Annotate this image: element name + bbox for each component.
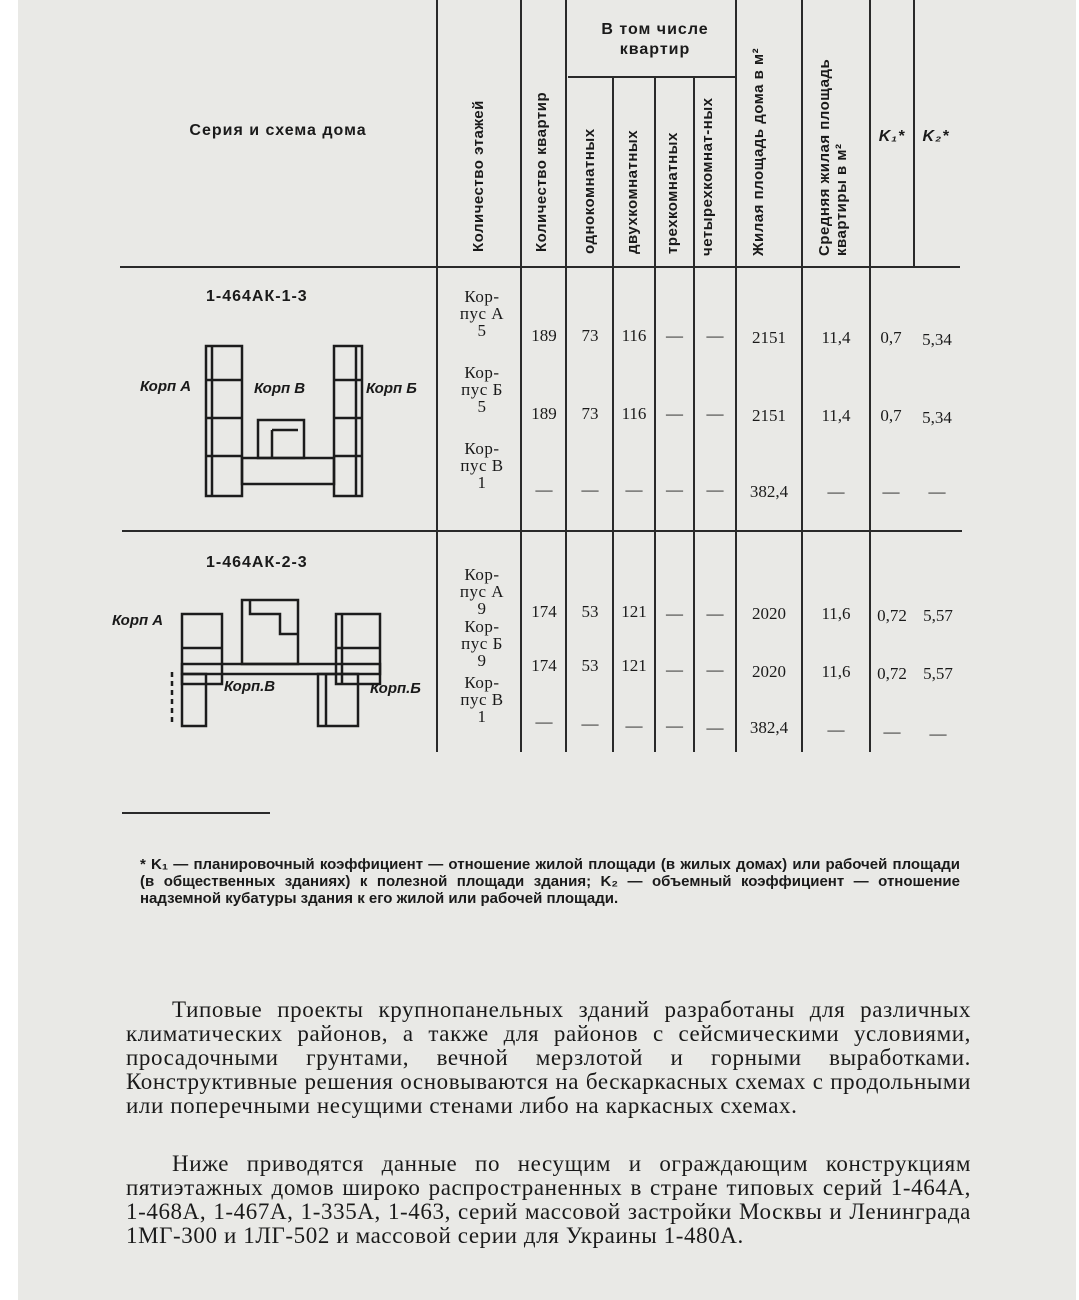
header-floors: Количество этажей — [470, 100, 487, 252]
k1-cell: 0,7 — [880, 406, 902, 425]
korpus-cell: Кор- пус А 5 — [459, 287, 505, 340]
four-room-cell: — — [706, 326, 724, 345]
three-room-cell: — — [666, 660, 683, 679]
table-header-rule — [120, 266, 960, 268]
two-room-cell: — — [625, 480, 643, 499]
two-room-cell: 121 — [621, 656, 647, 675]
korpus-cell: Кор- пус В 1 — [460, 439, 504, 492]
table-divider — [869, 0, 871, 752]
four-room-cell: — — [706, 718, 724, 737]
header-one-room: однокомнатных — [581, 128, 598, 254]
two-room-cell: 121 — [621, 602, 647, 621]
header-avg-area: Средняя жилая площадь квартиры в м² — [816, 58, 850, 256]
living-area-cell: 2020 — [752, 604, 786, 623]
avg-area-cell: 11,4 — [821, 328, 851, 347]
four-room-cell: — — [706, 480, 724, 499]
three-room-cell: — — [666, 604, 683, 623]
body-paragraph: Ниже приводятся данные по несущим и ограждающим конструкциям пятиэтажных домов широко распространенных в стране типовых серий 1-464А, 1-468А, 1-467А, 1-335А, 1-463, серий массовой застройки Москвы и Ленинграда 1МГ-300 и 1ЛГ-502 и массовой серии для Украины 1-480А. — [126, 1151, 971, 1248]
series-title: 1-464АК-1-3 — [206, 288, 308, 305]
header-k1: K₁* — [878, 128, 906, 145]
three-room-cell: — — [666, 404, 683, 423]
k1-cell: — — [883, 722, 901, 741]
table-section-rule — [122, 530, 962, 532]
one-room-cell: — — [581, 714, 599, 733]
apartments-cell: — — [535, 712, 553, 731]
korpus-cell: Кор- пус Б 5 — [461, 363, 503, 416]
header-group: В том числе квартир — [601, 21, 709, 58]
four-room-cell: — — [706, 660, 724, 679]
k2-cell: — — [928, 482, 946, 501]
one-room-cell: 73 — [581, 326, 599, 345]
three-room-cell: — — [666, 716, 683, 735]
plan-label-korp-v: Корп В — [254, 380, 306, 397]
body-paragraph: Типовые проекты крупнопанельных зданий разработаны для различных климатических районов, а также для районов с сейсмическими условиями, просадочными грунтами, вечной мерзлотой и горными выработками. Конструктивные решения основываются на бескаркасных схемах с продольными или поперечными несущими стенами либо на каркасных схемах. — [126, 997, 971, 1118]
plan-label-korp-b: Корп.Б — [370, 680, 421, 697]
korpus-cell: Кор- пус В 1 — [460, 673, 504, 726]
building-plan-2 — [158, 594, 398, 734]
four-room-cell: — — [706, 404, 724, 423]
plan-label-korp-b: Корп Б — [366, 380, 417, 397]
avg-area-cell: — — [827, 482, 845, 501]
k1-cell: — — [882, 482, 900, 501]
k1-cell: 0,72 — [877, 606, 907, 625]
three-room-cell: — — [666, 480, 683, 499]
one-room-cell: 53 — [581, 602, 599, 621]
korpus-cell: Кор- пус Б 9 — [461, 617, 503, 670]
table-divider — [568, 76, 736, 78]
two-room-cell: 116 — [621, 404, 647, 423]
series-title: 1-464АК-2-3 — [206, 554, 308, 571]
table-divider — [436, 0, 438, 752]
footnote: * K₁ — планировочный коэффициент — отношение жилой площади (в жилых домах) или рабочей площади (в общественных зданиях) к полезной площади здания; K₂ — объемный коэффициент — отношение надземной кубатуры здания к его жилой или рабочей площади. — [140, 856, 960, 907]
apartments-cell: — — [535, 480, 553, 499]
k1-cell: 0,7 — [880, 328, 902, 347]
document-page — [18, 0, 1076, 1300]
header-three-room: трехкомнатных — [664, 132, 681, 254]
living-area-cell: 382,4 — [749, 482, 789, 501]
plan-label-korp-a: Корп А — [112, 612, 164, 629]
apartments-cell: 174 — [531, 656, 557, 675]
avg-area-cell: — — [827, 720, 845, 739]
k2-cell: 5,57 — [923, 606, 953, 625]
avg-area-cell: 11,4 — [821, 406, 851, 425]
two-room-cell: 116 — [621, 326, 647, 345]
header-four-room: четырехкомнат-ных — [699, 97, 716, 256]
living-area-cell: 382,4 — [749, 718, 789, 737]
table-divider — [565, 0, 567, 752]
apartments-cell: 189 — [531, 326, 557, 345]
plan-label-korp-a: Корп А — [140, 378, 192, 395]
living-area-cell: 2151 — [752, 328, 786, 347]
korpus-cell: Кор- пус А 9 — [459, 565, 505, 618]
header-k2: K₂* — [922, 128, 950, 145]
k1-cell: 0,72 — [877, 664, 907, 683]
k2-cell: 5,34 — [922, 408, 952, 427]
three-room-cell: — — [666, 326, 683, 345]
avg-area-cell: 11,6 — [821, 604, 851, 623]
one-room-cell: 73 — [581, 404, 599, 423]
header-series-scheme: Серия и схема дома — [189, 122, 367, 139]
plan-label-korp-v: Корп.В — [224, 678, 276, 695]
footnote-rule — [122, 812, 270, 814]
living-area-cell: 2151 — [752, 406, 786, 425]
apartments-cell: 189 — [531, 404, 557, 423]
table-divider — [801, 0, 803, 752]
living-area-cell: 2020 — [752, 662, 786, 681]
header-two-room: двухкомнатных — [624, 129, 641, 254]
avg-area-cell: 11,6 — [821, 662, 851, 681]
one-room-cell: 53 — [581, 656, 599, 675]
header-living-area: Жилая площадь дома в м² — [750, 47, 767, 256]
one-room-cell: — — [581, 480, 599, 499]
k2-cell: 5,34 — [922, 330, 952, 349]
four-room-cell: — — [706, 604, 724, 623]
header-apartments: Количество квартир — [533, 91, 550, 252]
k2-cell: — — [929, 724, 947, 743]
table-divider — [735, 0, 737, 752]
building-plan-1 — [198, 340, 368, 505]
apartments-cell: 174 — [531, 602, 557, 621]
two-room-cell: — — [625, 716, 643, 735]
k2-cell: 5,57 — [923, 664, 953, 683]
